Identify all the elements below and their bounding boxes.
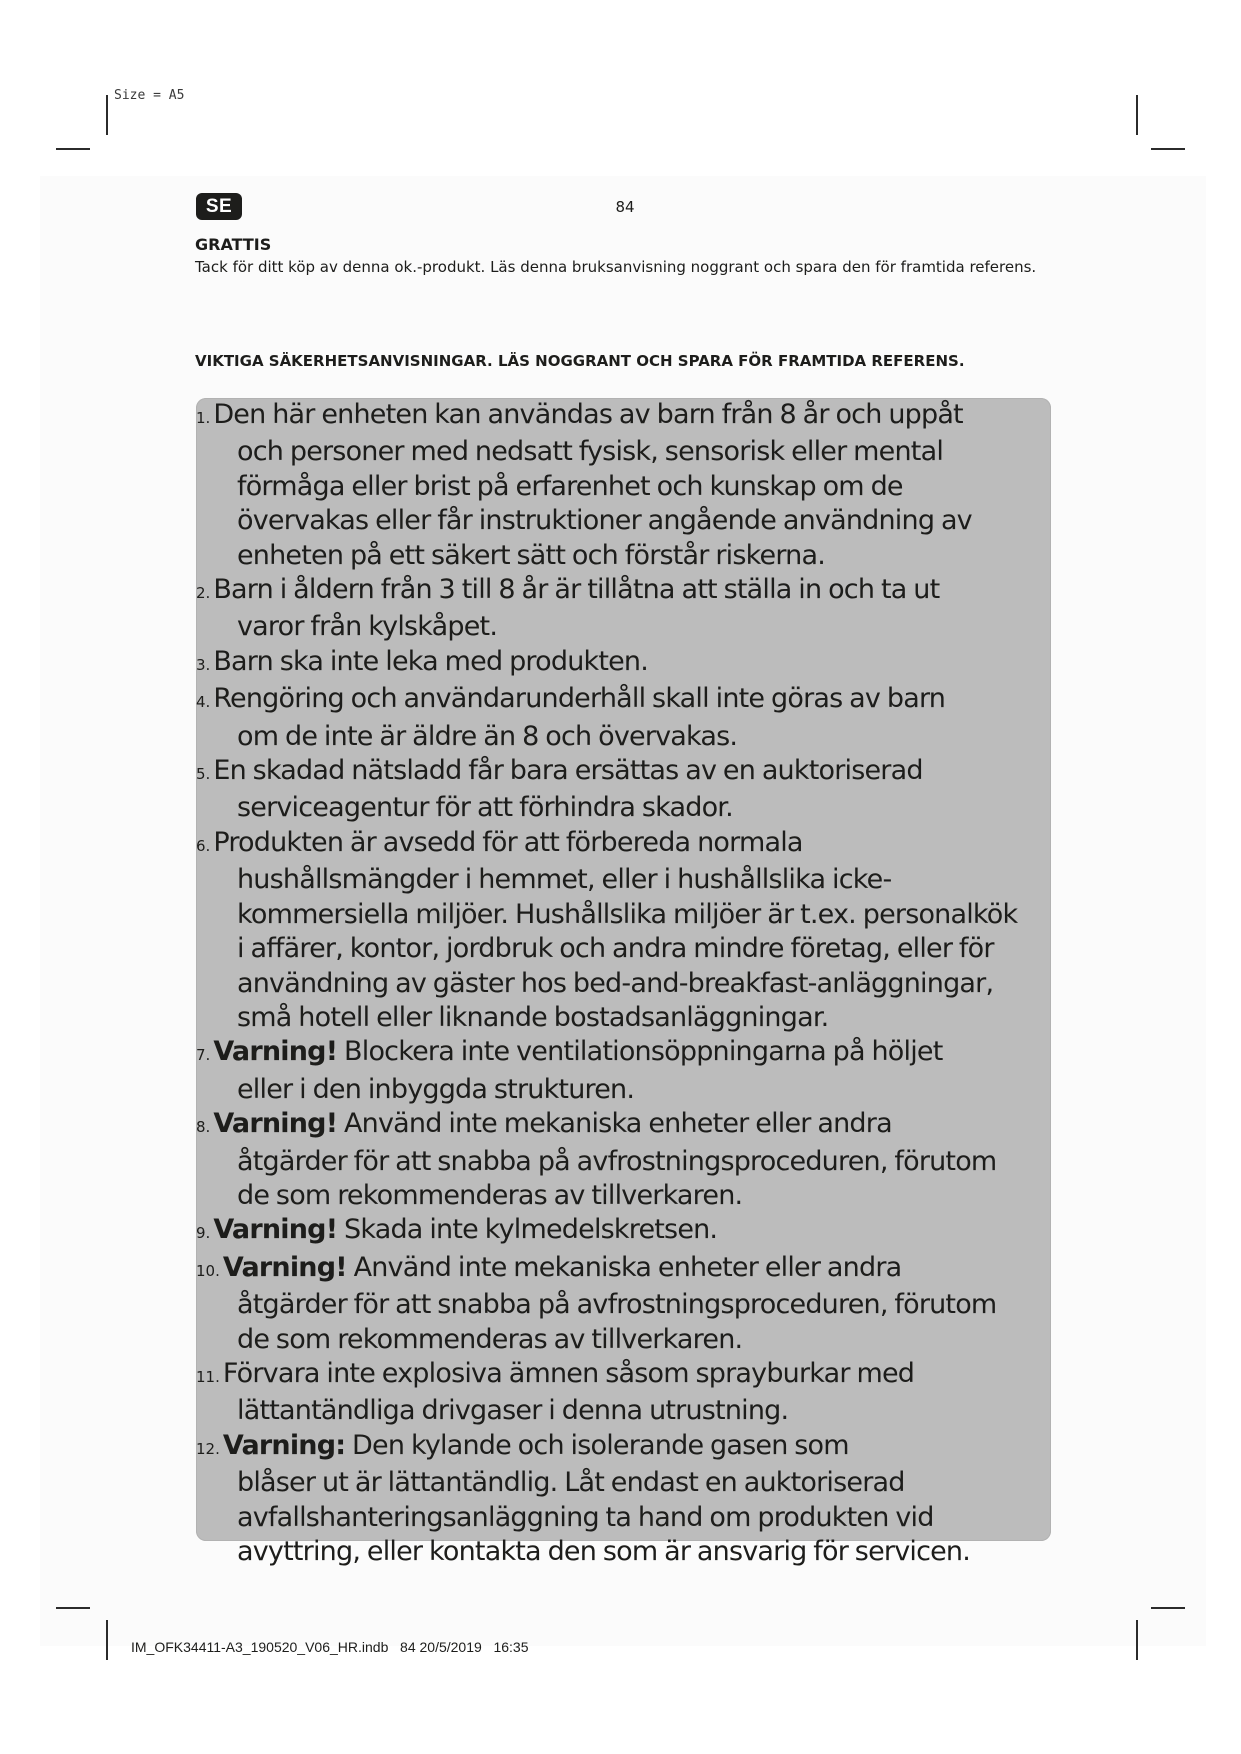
safety-item-line [196, 1501, 1076, 1535]
safety-item-text: Blockera inte ventilationsöppningarna på höljet [344, 1036, 943, 1068]
safety-item [196, 398, 1076, 573]
safety-item [196, 645, 1076, 682]
crop-mark [56, 148, 90, 150]
safety-item [196, 1213, 1076, 1250]
safety-item-line [196, 898, 1076, 932]
safety-item-number: 10. [196, 1261, 220, 1280]
safety-item-number: 7. [196, 1046, 211, 1065]
footer-file-slug: IM_OFK34411-A3_190520_V06_HR.indb 84 20/5/2019 16:35 [131, 1639, 529, 1655]
safety-item [196, 754, 1076, 826]
safety-item-text: hushållsmängder i hemmet, eller i hushållslika icke- [237, 864, 892, 896]
safety-item-number: 9. [196, 1224, 211, 1243]
safety-item-line [196, 682, 1076, 719]
crop-mark [1151, 1607, 1185, 1609]
safety-item-line [196, 610, 1076, 644]
safety-item-text: Barn ska inte leka med produkten. [213, 645, 649, 677]
safety-item-text: Rengöring och användarunderhåll skall inte göras av barn [213, 683, 946, 715]
safety-item-text: Den kylande och isolerande gasen som [352, 1429, 849, 1461]
safety-item-text: små hotell eller liknande bostadsanläggningar. [237, 1001, 829, 1033]
safety-item-line [196, 791, 1076, 825]
safety-item [196, 1251, 1076, 1357]
crop-mark [56, 1607, 90, 1609]
safety-heading: VIKTIGA SÄKERHETSANVISNINGAR. LÄS NOGGRANT OCH SPARA FÖR FRAMTIDA REFERENS. [195, 352, 965, 370]
safety-item [196, 826, 1076, 1035]
safety-item-line [196, 720, 1076, 754]
crop-mark [106, 95, 108, 135]
safety-item-line [196, 435, 1076, 469]
safety-item-line [196, 826, 1076, 863]
crop-mark [1136, 1620, 1138, 1660]
safety-item-line [196, 573, 1076, 610]
safety-item-number: 8. [196, 1118, 211, 1137]
safety-item-line [196, 1145, 1076, 1179]
safety-item-line [196, 1429, 1076, 1466]
crop-mark [1136, 95, 1138, 135]
intro-text: Tack för ditt köp av denna ok.-produkt. Läs denna bruksanvisning noggrant och spara den för framtida referens. [195, 258, 1037, 276]
safety-instructions-list [196, 398, 1076, 1569]
safety-item-number: 5. [196, 765, 211, 784]
safety-item-text: förmåga eller brist på erfarenhet och kunskap om de [237, 470, 903, 502]
safety-item-number: 3. [196, 655, 211, 674]
safety-item-line [196, 539, 1076, 573]
safety-item-line [196, 1073, 1076, 1107]
crop-mark [1151, 148, 1185, 150]
safety-item-text: Förvara inte explosiva ämnen såsom sprayburkar med [222, 1357, 915, 1389]
safety-item-line [196, 1535, 1076, 1569]
safety-item-number: 12. [196, 1439, 220, 1458]
safety-item-number: 2. [196, 584, 211, 603]
safety-item-text: och personer med nedsatt fysisk, sensorisk eller mental [237, 436, 944, 468]
warning-label: Varning: [222, 1429, 346, 1461]
safety-item-text: Den här enheten kan användas av barn från 8 år och uppåt [213, 399, 963, 430]
warning-label: Varning! [213, 1108, 338, 1140]
safety-item-number: 4. [196, 693, 211, 712]
safety-item-line [196, 504, 1076, 538]
crop-mark [106, 1620, 108, 1660]
safety-item-text: åtgärder för att snabba på avfrostningsproceduren, förutom [237, 1289, 997, 1321]
safety-item-text: de som rekommenderas av tillverkaren. [237, 1323, 743, 1355]
safety-item-line [196, 645, 1076, 682]
safety-item-line [196, 1394, 1076, 1428]
safety-item-text: Produkten är avsedd för att förbereda normala [213, 826, 803, 858]
safety-item-text: åtgärder för att snabba på avfrostningsproceduren, förutom [237, 1145, 997, 1177]
safety-item-text: Använd inte mekaniska enheter eller andra [344, 1108, 892, 1140]
safety-item [196, 1357, 1076, 1429]
size-slug: Size = A5 [114, 88, 185, 103]
safety-item-line [196, 1213, 1076, 1250]
safety-item-line [196, 1107, 1076, 1144]
safety-item-text: om de inte är äldre än 8 och övervakas. [237, 720, 738, 752]
safety-item [196, 1107, 1076, 1213]
safety-item-line [196, 1179, 1076, 1213]
safety-item [196, 682, 1076, 754]
safety-item-number: 6. [196, 836, 211, 855]
safety-item-line [196, 1323, 1076, 1357]
safety-item-line [196, 967, 1076, 1001]
page-number: 84 [615, 198, 635, 216]
safety-item-line [196, 1035, 1076, 1072]
safety-item-line [196, 863, 1076, 897]
safety-item [196, 1035, 1076, 1107]
language-badge: SE [196, 193, 242, 220]
safety-item-text: Skada inte kylmedelskretsen. [344, 1214, 718, 1246]
safety-item-text: lättantändliga drivgaser i denna utrustning. [237, 1395, 789, 1427]
safety-item-text: Barn i åldern från 3 till 8 år är tillåtna att ställa in och ta ut [213, 574, 940, 606]
safety-item-text: enheten på ett säkert sätt och förstår riskerna. [237, 539, 825, 571]
safety-item-text: de som rekommenderas av tillverkaren. [237, 1179, 743, 1211]
safety-item-line [196, 470, 1076, 504]
safety-item-text: Använd inte mekaniska enheter eller andra [353, 1251, 902, 1283]
warning-label: Varning! [213, 1036, 338, 1068]
safety-item-text: eller i den inbyggda strukturen. [237, 1073, 635, 1105]
safety-item-text: kommersiella miljöer. Hushållslika miljöer är t.ex. personalkök [237, 898, 1018, 930]
safety-item-text: En skadad nätsladd får bara ersättas av en auktoriserad [213, 755, 923, 787]
safety-item-line [196, 1251, 1076, 1288]
safety-item-line [196, 1466, 1076, 1500]
safety-item-number: 1. [196, 409, 211, 427]
intro-heading: GRATTIS [195, 235, 272, 254]
safety-item-text: avfallshanteringsanläggning ta hand om produkten vid [237, 1501, 934, 1533]
safety-item-text: användning av gäster hos bed-and-breakfast-anläggningar, [237, 967, 994, 999]
safety-item-text: i affärer, kontor, jordbruk och andra mindre företag, eller för [237, 933, 994, 965]
safety-item-line [196, 1288, 1076, 1322]
safety-item-line [196, 1357, 1076, 1394]
safety-item-text: blåser ut är lättantändlig. Låt endast en auktoriserad [237, 1467, 905, 1499]
safety-item-line [196, 754, 1076, 791]
safety-item-text: övervakas eller får instruktioner angående användning av [237, 505, 972, 537]
safety-item-line [196, 932, 1076, 966]
safety-item [196, 1429, 1076, 1570]
safety-item-number: 11. [196, 1367, 220, 1386]
safety-item-line [196, 398, 1076, 435]
warning-label: Varning! [213, 1214, 338, 1246]
safety-item [196, 573, 1076, 645]
safety-item-text: avyttring, eller kontakta den som är ansvarig för servicen. [237, 1536, 971, 1567]
safety-item-text: serviceagentur för att förhindra skador. [237, 792, 733, 824]
safety-item-line [196, 1001, 1076, 1035]
warning-label: Varning! [222, 1251, 347, 1283]
safety-item-text: varor från kylskåpet. [237, 611, 498, 643]
